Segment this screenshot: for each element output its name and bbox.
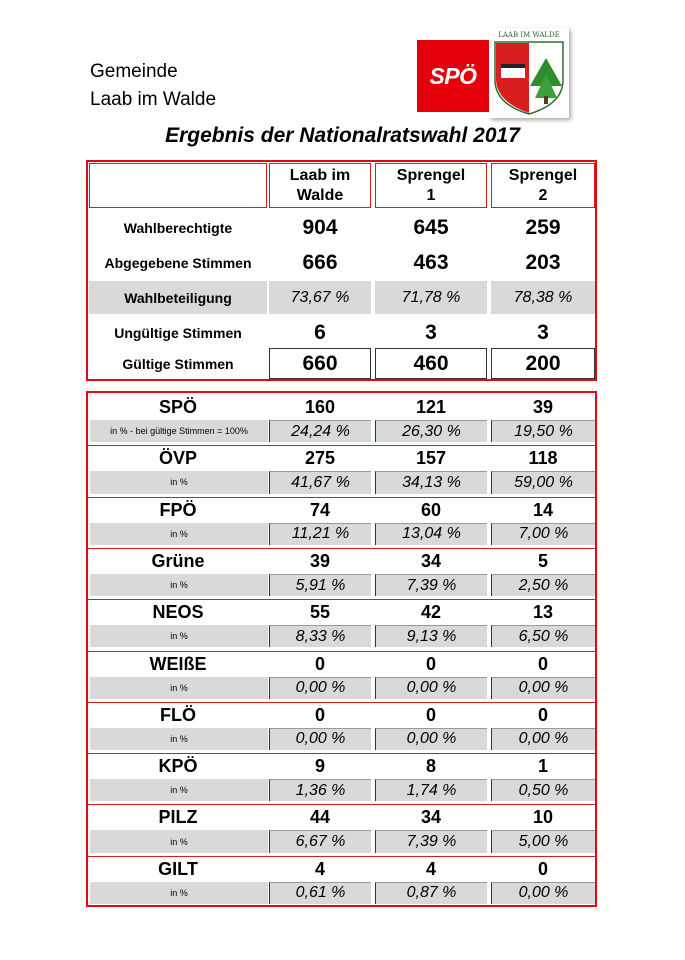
party-votes: 0 xyxy=(425,653,436,674)
municipality-line-1: Gemeinde xyxy=(90,61,178,82)
party-percent: 0,00 % xyxy=(491,728,595,750)
party-votes: 4 xyxy=(425,858,436,879)
party-percent: 7,39 % xyxy=(375,830,487,852)
column-header-sprengel-1 xyxy=(375,163,487,208)
summary-value: 6 xyxy=(314,320,326,344)
party-percent: 8,33 % xyxy=(269,625,371,647)
party-percent: 0,00 % xyxy=(269,728,371,750)
summary-percent: 71,78 % xyxy=(375,281,487,314)
party-name: KPÖ xyxy=(158,756,198,777)
party-name: GILT xyxy=(158,858,198,879)
spoe-logo-text: SPÖ xyxy=(429,62,477,89)
party-votes: 0 xyxy=(314,653,325,674)
party-percent-label: in % xyxy=(90,728,268,750)
crest-caption: LAAB IM WALDE xyxy=(498,31,560,39)
party-votes: 157 xyxy=(415,448,447,469)
party-percent: 5,91 % xyxy=(269,574,371,596)
party-percent-label: in % - bei gültige Stimmen = 100% xyxy=(90,420,268,442)
summary-value: 666 xyxy=(302,250,338,274)
row-label-gueltige-stimmen: Gültige Stimmen xyxy=(122,355,234,372)
party-votes: 118 xyxy=(528,448,558,469)
party-votes: 0 xyxy=(537,704,548,725)
summary-value: 904 xyxy=(302,215,338,239)
party-percent: 5,00 % xyxy=(491,830,595,852)
row-label-ungueltige-stimmen: Ungültige Stimmen xyxy=(114,324,242,341)
row-label-wahlbeteiligung: Wahlbeteiligung xyxy=(89,281,267,314)
party-percent: 0,00 % xyxy=(491,882,595,904)
spoe-logo xyxy=(417,40,489,112)
party-percent-label: in % xyxy=(90,677,268,699)
party-percent: 1,74 % xyxy=(375,779,487,801)
party-votes: 5 xyxy=(537,550,548,571)
party-votes: 0 xyxy=(425,704,436,725)
party-percent: 0,00 % xyxy=(375,728,487,750)
party-votes: 4 xyxy=(314,858,325,879)
party-votes: 44 xyxy=(309,807,331,828)
party-votes: 9 xyxy=(314,756,325,777)
party-percent-label: in % xyxy=(90,830,268,852)
party-percent: 0,61 % xyxy=(269,882,371,904)
summary-value: 460 xyxy=(375,348,487,379)
party-votes: 14 xyxy=(532,499,554,520)
summary-percent: 73,67 % xyxy=(269,281,371,314)
party-percent: 0,00 % xyxy=(269,677,371,699)
column-header-line: Sprengel xyxy=(396,166,466,184)
summary-percent: 78,38 % xyxy=(491,281,595,314)
party-percent: 0,00 % xyxy=(491,677,595,699)
party-percent-label: in % xyxy=(90,625,268,647)
summary-value: 200 xyxy=(491,348,595,379)
party-percent-label: in % xyxy=(90,779,268,801)
party-percent-label: in % xyxy=(90,882,268,904)
column-header-line: Walde xyxy=(296,186,344,204)
party-votes: 8 xyxy=(425,756,436,777)
column-header-line: 1 xyxy=(426,186,436,204)
party-percent: 7,39 % xyxy=(375,574,487,596)
column-header-line: Sprengel xyxy=(508,166,578,184)
party-votes: 34 xyxy=(420,807,442,828)
summary-table xyxy=(86,160,597,381)
party-name: Grüne xyxy=(151,550,205,571)
party-percent: 0,87 % xyxy=(375,882,487,904)
party-votes: 34 xyxy=(420,550,442,571)
party-percent: 11,21 % xyxy=(269,523,371,545)
party-percent: 34,13 % xyxy=(375,471,487,493)
party-percent: 9,13 % xyxy=(375,625,487,647)
party-percent: 19,50 % xyxy=(491,420,595,442)
party-votes: 10 xyxy=(532,807,554,828)
summary-value: 463 xyxy=(413,250,449,274)
party-votes: 160 xyxy=(304,397,336,417)
party-name: WEIßE xyxy=(149,653,207,674)
party-name: FLÖ xyxy=(160,704,196,725)
party-percent: 0,00 % xyxy=(375,677,487,699)
summary-value: 645 xyxy=(413,215,449,239)
party-votes: 55 xyxy=(309,602,331,623)
party-name: SPÖ xyxy=(158,397,197,417)
column-header-line: 2 xyxy=(538,186,548,204)
party-name: FPÖ xyxy=(159,499,197,520)
party-percent: 0,50 % xyxy=(491,779,595,801)
column-header-line: Laab im xyxy=(289,166,351,184)
column-header-laab xyxy=(269,163,371,208)
party-votes: 60 xyxy=(420,499,442,520)
summary-value: 660 xyxy=(269,348,371,379)
party-percent: 24,24 % xyxy=(269,420,371,442)
party-percent: 41,67 % xyxy=(269,471,371,493)
party-percent-label: in % xyxy=(90,471,268,493)
party-votes: 74 xyxy=(309,499,331,520)
party-name: ÖVP xyxy=(158,448,197,469)
party-percent: 59,00 % xyxy=(491,471,595,493)
party-percent: 6,50 % xyxy=(491,625,595,647)
summary-corner-cell xyxy=(89,163,267,208)
summary-value: 3 xyxy=(537,320,549,344)
column-header-sprengel-2 xyxy=(491,163,595,208)
party-percent: 26,30 % xyxy=(375,420,487,442)
party-votes: 0 xyxy=(537,858,548,879)
summary-value: 203 xyxy=(525,250,561,274)
municipality-line-2: Laab im Walde xyxy=(90,89,217,110)
party-percent: 7,00 % xyxy=(491,523,595,545)
party-votes: 275 xyxy=(304,448,336,469)
summary-value: 3 xyxy=(425,320,437,344)
party-results-table xyxy=(86,391,597,907)
party-votes: 39 xyxy=(309,550,331,571)
row-label-abgegebene-stimmen: Abgegebene Stimmen xyxy=(104,254,252,271)
party-percent: 1,36 % xyxy=(269,779,371,801)
party-votes: 42 xyxy=(420,602,442,623)
page-title: Ergebnis der Nationalratswahl 2017 xyxy=(165,124,520,147)
party-votes: 0 xyxy=(314,704,325,725)
crest-emblem-icon xyxy=(489,28,569,118)
party-percent: 2,50 % xyxy=(491,574,595,596)
party-votes: 13 xyxy=(532,602,554,623)
party-votes: 1 xyxy=(537,756,548,777)
municipality-heading xyxy=(90,58,216,114)
party-votes: 39 xyxy=(532,397,554,417)
municipal-crest-logo xyxy=(489,28,569,118)
party-percent-label: in % xyxy=(90,574,268,596)
party-name: PILZ xyxy=(158,807,198,828)
summary-value: 259 xyxy=(525,215,561,239)
party-votes: 121 xyxy=(415,397,447,417)
party-name: NEOS xyxy=(152,602,204,623)
party-percent-label: in % xyxy=(90,523,268,545)
row-label-wahlberechtigte: Wahlberechtigte xyxy=(123,219,233,236)
party-votes: 0 xyxy=(537,653,548,674)
party-percent: 13,04 % xyxy=(375,523,487,545)
party-percent: 6,67 % xyxy=(269,830,371,852)
